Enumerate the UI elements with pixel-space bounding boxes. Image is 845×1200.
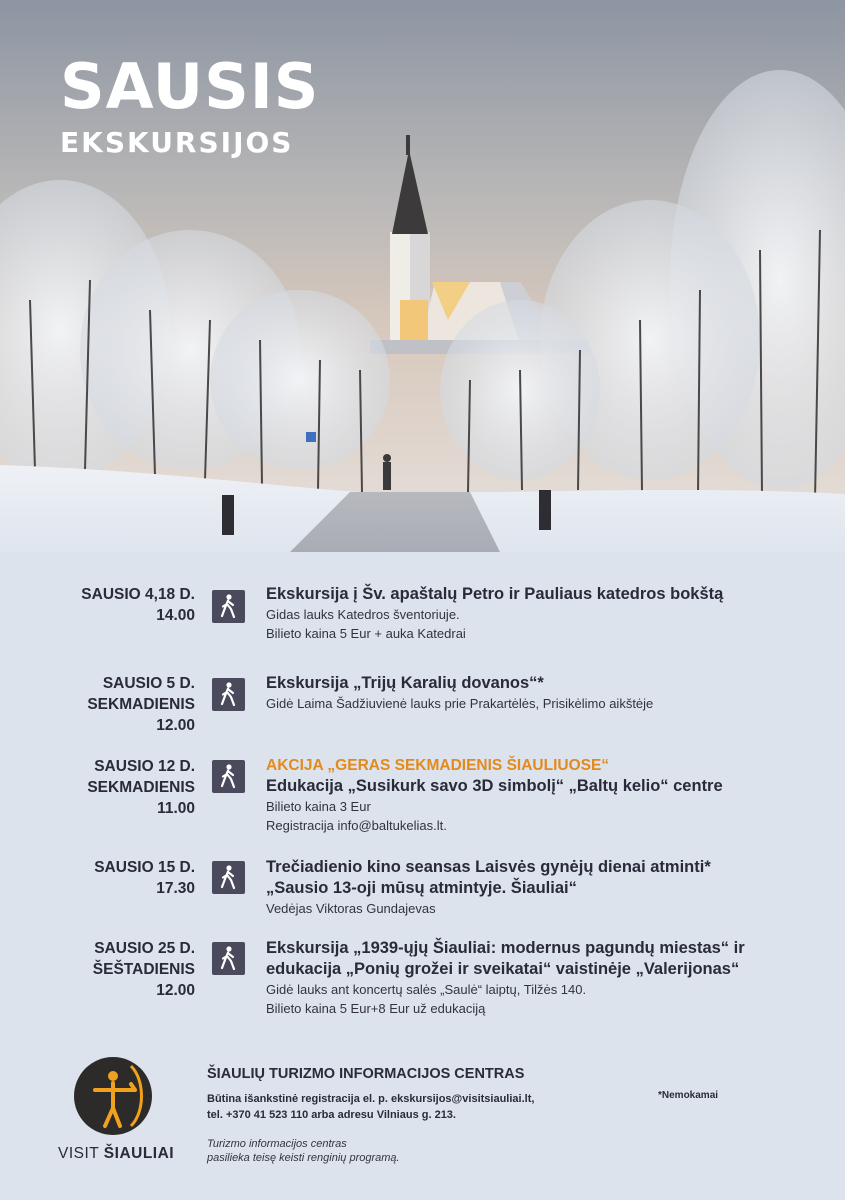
event-time: 11.00: [157, 800, 195, 817]
walking-person-icon: [212, 861, 245, 894]
event-date: [20, 756, 195, 819]
event-date-line: SAUSIO 25 D.: [94, 940, 195, 957]
event-info-line: Bilieto kaina 5 Eur+8 Eur už edukaciją: [266, 1001, 486, 1016]
event-time: 12.00: [156, 982, 195, 999]
event-title: Ekskursija į Šv. apaštalų Petro ir Pauliaus katedros bokštą: [266, 585, 724, 603]
free-note: *Nemokamai: [658, 1090, 719, 1101]
registration-phone-line: tel. +370 41 523 110 arba adresu Vilniaus g. 213.: [207, 1109, 456, 1121]
event-time: 14.00: [156, 607, 195, 624]
walking-person-icon: [212, 942, 245, 975]
event-weekday: SEKMADIENIS: [87, 696, 195, 713]
event-details: [266, 938, 826, 1018]
disclaimer-line: pasilieka teisę keisti renginių programą.: [207, 1152, 400, 1164]
event-title: Ekskursija „Trijų Karalių dovanos“*: [266, 674, 544, 692]
event-info-line: Gidė Laima Šadžiuvienė lauks prie Prakartėlės, Prisikėlimo aikštėje: [266, 696, 654, 711]
event-info-line: Gidas lauks Katedros šventoriuje.: [266, 607, 460, 622]
event-info-line: Registracija info@baltukelias.lt.: [266, 818, 447, 833]
event-date: [20, 938, 195, 1001]
promo-label: AKCIJA „GERAS SEKMADIENIS ŠIAULIUOSE“: [266, 757, 610, 774]
page-subtitle: EKSKURSIJOS: [60, 126, 294, 159]
event-date-line: SAUSIO 15 D.: [94, 859, 195, 876]
walking-person-icon: [212, 760, 245, 793]
event-info-line: Vedėjas Viktoras Gundajevas: [266, 901, 436, 916]
organization-name: ŠIAULIŲ TURIZMO INFORMACIJOS CENTRAS: [207, 1066, 525, 1082]
event-title: „Sausio 13-oji mūsų atmintyje. Šiauliai“: [266, 879, 577, 897]
event-details: [266, 673, 826, 713]
walking-person-icon: [212, 590, 245, 623]
event-time: 17.30: [156, 880, 195, 897]
walking-person-icon: [212, 678, 245, 711]
hero-photo: [0, 0, 845, 552]
page-title: SAUSIS: [60, 50, 320, 123]
event-title: edukacija „Ponių grožei ir sveikatai“ vaistinėje „Valerijonas“: [266, 960, 740, 978]
event-date: [20, 857, 195, 899]
event-weekday: SEKMADIENIS: [87, 779, 195, 796]
event-info-line: Bilieto kaina 3 Eur: [266, 799, 371, 814]
registration-info: [207, 1091, 534, 1123]
footer: [0, 1042, 845, 1200]
pedestrian: [383, 454, 391, 490]
event-info-line: Bilieto kaina 5 Eur + auka Katedrai: [266, 626, 466, 641]
event-title: Edukacija „Susikurk savo 3D simbolį“ „Baltų kelio“ centre: [266, 777, 723, 795]
archer-logo-icon: [73, 1056, 153, 1136]
event-title: Trečiadienio kino seansas Laisvės gynėjų dienai atminti*: [266, 858, 711, 876]
logo-wordmark-bold: ŠIAULIAI: [103, 1145, 175, 1162]
logo-wordmark-light: VISIT: [58, 1145, 104, 1162]
event-date-line: SAUSIO 12 D.: [94, 758, 195, 775]
event-weekday: ŠEŠTADIENIS: [92, 961, 195, 978]
event-date-line: SAUSIO 5 D.: [102, 675, 195, 692]
event-list: [0, 552, 845, 1042]
event-date: [20, 584, 195, 626]
registration-email-line: Būtina išankstinė registracija el. p. ekskursijos@visitsiauliai.lt,: [207, 1093, 535, 1105]
event-details: [266, 756, 826, 835]
disclaimer-line: Turizmo informacijos centras: [207, 1138, 347, 1150]
event-date: [20, 673, 195, 736]
event-title: Ekskursija „1939-ųjų Šiauliai: modernus pagundų miestas“ ir: [266, 939, 745, 957]
event-details: [266, 857, 826, 918]
disclaimer: [207, 1137, 400, 1165]
event-date-line: SAUSIO 4,18 D.: [81, 586, 195, 603]
logo-wordmark: [58, 1145, 174, 1163]
event-time: 12.00: [156, 717, 195, 734]
event-info-line: Gidė lauks ant koncertų salės „Saulė“ laiptų, Tilžės 140.: [266, 982, 587, 997]
event-details: [266, 584, 826, 643]
